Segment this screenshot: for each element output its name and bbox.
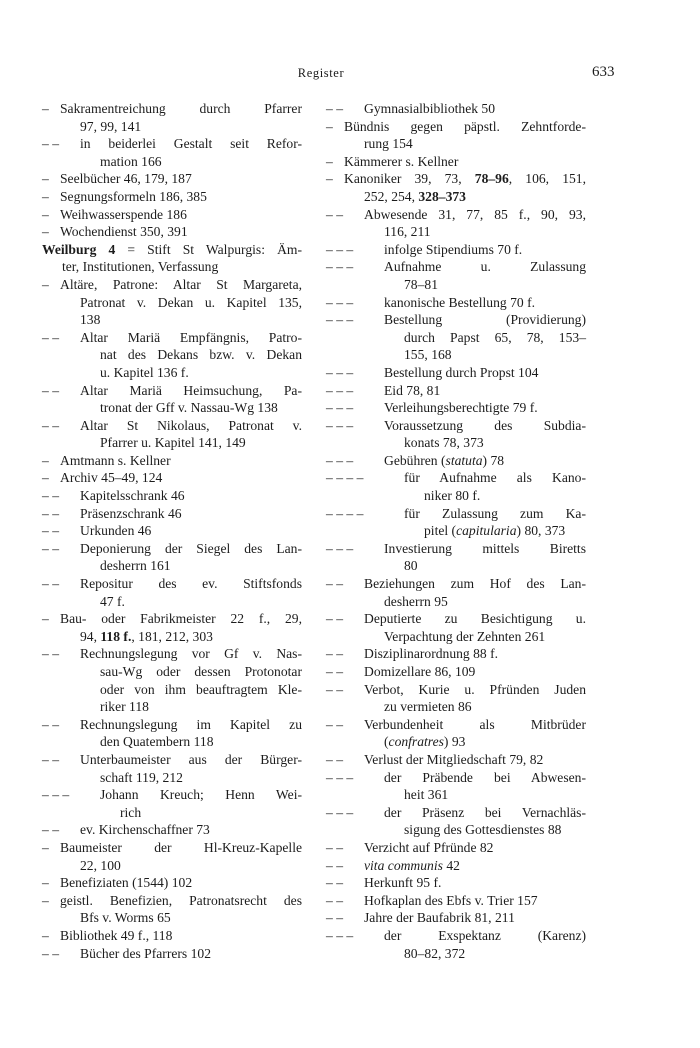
- index-entry: [42, 821, 302, 839]
- entry-line: geistl. Benefizien, Patronatsrecht des: [60, 892, 302, 908]
- entry-line: ev. Kirchenschaffner 73: [80, 822, 210, 838]
- entry-continuation-line: durch Papst 65, 78, 153–: [404, 329, 586, 345]
- entry-level-dashes: – –: [326, 839, 343, 855]
- index-entry: [326, 241, 586, 259]
- entry-line: Repositur des ev. Stiftsfonds: [80, 576, 302, 592]
- entry-line: Deponierung der Siegel des Lan-: [80, 540, 302, 556]
- entry-continuation-line: desherrn 95: [384, 593, 448, 609]
- entry-line: Aufnahme u. Zulassung: [384, 259, 586, 275]
- entry-line: Altäre, Patrone: Altar St Margareta,: [60, 276, 302, 292]
- entry-continuation-line: desherrn 161: [100, 558, 171, 574]
- entry-level-dashes: – –: [42, 417, 59, 433]
- index-entry: [326, 892, 586, 910]
- entry-level-dashes: – – –: [326, 769, 354, 785]
- entry-line: Präsenzschrank 46: [80, 505, 182, 521]
- index-entry: [326, 170, 586, 205]
- entry-level-dashes: – – –: [326, 241, 354, 257]
- entry-continuation-line: niker 80 f.: [424, 488, 481, 504]
- entry-line: Gebühren (statuta) 78: [384, 452, 505, 468]
- entry-line: Bestellung durch Propst 104: [384, 364, 539, 380]
- index-entry: [42, 839, 302, 874]
- entry-headword: Weilburg 4: [42, 241, 116, 257]
- entry-level-dashes: –: [42, 452, 49, 468]
- entry-level-dashes: – –: [42, 136, 59, 152]
- entry-continuation-line: Bfs v. Worms 65: [80, 910, 171, 926]
- entry-level-dashes: – –: [42, 945, 59, 961]
- entry-continuation-line: 155, 168: [404, 347, 452, 363]
- entry-line: Verzicht auf Pfründe 82: [364, 839, 494, 855]
- entry-level-dashes: – – –: [326, 804, 354, 820]
- entry-level-dashes: – –: [326, 576, 343, 592]
- index-entry: [326, 681, 586, 716]
- index-entry: [42, 276, 302, 329]
- index-entry: [42, 170, 302, 188]
- entry-continuation-line: 252, 254, 328–373: [364, 188, 466, 204]
- entry-level-dashes: –: [326, 171, 333, 187]
- entry-line: Jahre der Baufabrik 81, 211: [364, 910, 515, 926]
- entry-line: kanonische Bestellung 70 f.: [384, 294, 536, 310]
- entry-line: Seelbücher 46, 179, 187: [60, 171, 192, 187]
- entry-level-dashes: – –: [42, 488, 59, 504]
- entry-line: Unterbaumeister aus der Bürger-: [80, 751, 302, 767]
- entry-continuation-line: den Quatembern 118: [100, 734, 214, 750]
- entry-line: Wochendienst 350, 391: [60, 224, 188, 240]
- entry-level-dashes: –: [42, 927, 49, 943]
- entry-continuation-line: 80–82, 372: [404, 945, 466, 961]
- entry-line: Rechnungslegung im Kapitel zu: [80, 716, 302, 732]
- entry-level-dashes: – – –: [326, 452, 354, 468]
- entry-line: Archiv 45–49, 124: [60, 470, 163, 486]
- entry-line: Kanoniker 39, 73, 78–96, 106, 151,: [344, 171, 586, 187]
- entry-level-dashes: –: [42, 206, 49, 222]
- entry-level-dashes: – –: [42, 716, 59, 732]
- entry-continuation-line: Patronat v. Dekan u. Kapitel 135,: [80, 294, 302, 310]
- entry-continuation-line: 97, 99, 141: [80, 118, 142, 134]
- index-entry: [326, 909, 586, 927]
- entry-line: Segnungsformeln 186, 385: [60, 188, 207, 204]
- entry-line: Eid 78, 81: [384, 382, 441, 398]
- index-column-left: [42, 100, 302, 962]
- entry-level-dashes: – –: [326, 646, 343, 662]
- entry-level-dashes: – –: [326, 910, 343, 926]
- entry-line: Verlust der Mitgliedschaft 79, 82: [364, 751, 544, 767]
- entry-continuation-line: zu vermieten 86: [384, 699, 472, 715]
- entry-continuation-line: heit 361: [404, 787, 449, 803]
- entry-level-dashes: –: [42, 224, 49, 240]
- running-head: Register: [297, 66, 345, 80]
- entry-continuation-line: rung 154: [364, 136, 413, 152]
- entry-line: Bücher des Pfarrers 102: [80, 945, 211, 961]
- entry-continuation-line: Verpachtung der Zehnten 261: [384, 628, 546, 644]
- entry-continuation-line: sigung des Gottesdienstes 88: [404, 822, 562, 838]
- entry-line: der Exspektanz (Karenz): [384, 927, 586, 943]
- entry-line: Verleihungsberechtigte 79 f.: [384, 400, 538, 416]
- entry-level-dashes: – –: [42, 540, 59, 556]
- entry-line: Weihwasserspende 186: [60, 206, 187, 222]
- index-entry: [42, 786, 302, 821]
- index-entry: [326, 839, 586, 857]
- entry-line: Urkunden 46: [80, 523, 152, 539]
- entry-level-dashes: – –: [326, 751, 343, 767]
- entry-line: Investierung mittels Biretts: [384, 540, 586, 556]
- index-entry: [326, 540, 586, 575]
- entry-level-dashes: –: [42, 188, 49, 204]
- entry-level-dashes: – – – –: [326, 505, 364, 521]
- entry-line: Bestellung (Providierung): [384, 312, 586, 328]
- index-entry: [42, 241, 302, 276]
- entry-line: infolge Stipendiums 70 f.: [384, 241, 523, 257]
- index-entry: [326, 610, 586, 645]
- entry-continuation-line: 22, 100: [80, 857, 121, 873]
- index-entry: [326, 575, 586, 610]
- index-entry: [42, 223, 302, 241]
- entry-continuation-line: riker 118: [100, 699, 149, 715]
- index-entry: [326, 364, 586, 382]
- index-entry: [326, 206, 586, 241]
- entry-line: der Präbende bei Abwesen-: [384, 769, 586, 785]
- entry-level-dashes: – –: [326, 875, 343, 891]
- entry-level-dashes: – –: [42, 646, 59, 662]
- entry-level-dashes: –: [326, 118, 333, 134]
- entry-line: Abwesende 31, 77, 85 f., 90, 93,: [364, 206, 586, 222]
- index-entry: [42, 382, 302, 417]
- index-entry: [326, 452, 586, 470]
- entry-level-dashes: – – –: [326, 294, 354, 310]
- page-number: 633: [592, 64, 615, 80]
- index-entry: [42, 927, 302, 945]
- index-entry: [42, 469, 302, 487]
- index-entry: [42, 540, 302, 575]
- index-entry: [42, 892, 302, 927]
- entry-line: Bau- oder Fabrikmeister 22 f., 29,: [60, 611, 302, 627]
- entry-line: vita communis 42: [364, 857, 460, 873]
- entry-line: der Präsenz bei Vernachläs-: [384, 804, 586, 820]
- entry-level-dashes: – –: [42, 523, 59, 539]
- index-column-right: [326, 100, 586, 962]
- entry-line: für Aufnahme als Kano-: [404, 470, 586, 486]
- index-entry: [326, 100, 586, 118]
- entry-continuation-line: 47 f.: [100, 593, 125, 609]
- entry-level-dashes: – –: [42, 329, 59, 345]
- entry-line: Altar Mariä Empfängnis, Patro-: [80, 329, 302, 345]
- entry-level-dashes: – –: [326, 681, 343, 697]
- entry-continuation-line: rich: [120, 804, 142, 820]
- entry-level-dashes: – –: [326, 611, 343, 627]
- entry-level-dashes: – –: [42, 822, 59, 838]
- entry-level-dashes: –: [42, 276, 49, 292]
- entry-line: Gymnasialbibliothek 50: [364, 101, 496, 116]
- entry-level-dashes: –: [42, 839, 49, 855]
- entry-line: Benefiziaten (1544) 102: [60, 875, 193, 891]
- index-entry: [326, 417, 586, 452]
- index-entry: [42, 135, 302, 170]
- index-entry: [42, 874, 302, 892]
- entry-continuation-line: sau-Wg oder dessen Protonotar: [100, 664, 302, 679]
- entry-level-dashes: –: [42, 171, 49, 187]
- index-entry: [42, 188, 302, 206]
- entry-continuation-line: tronat der Gff v. Nassau-Wg 138: [100, 400, 278, 416]
- entry-continuation-line: 138: [80, 312, 101, 328]
- index-entry: [326, 927, 586, 962]
- index-entry: [326, 294, 586, 312]
- index-entry: [326, 469, 586, 504]
- entry-level-dashes: – –: [42, 751, 59, 767]
- entry-line: in beiderlei Gestalt seit Refor-: [80, 136, 302, 152]
- index-entry: [326, 258, 586, 293]
- index-entry: [326, 874, 586, 892]
- entry-line: Sakramentreichung durch Pfarrer: [60, 101, 302, 116]
- index-entry: [42, 716, 302, 751]
- entry-level-dashes: – – –: [326, 540, 354, 556]
- entry-level-dashes: – – –: [326, 312, 354, 328]
- entry-continuation-line: ter, Institutionen, Verfassung: [62, 259, 219, 275]
- index-entry: [42, 505, 302, 523]
- entry-continuation-line: schaft 119, 212: [100, 769, 183, 785]
- entry-continuation-line: nat des Dekans bzw. v. Dekan: [100, 347, 302, 363]
- index-entry: [42, 645, 302, 715]
- entry-continuation-line: konats 78, 373: [404, 435, 484, 451]
- entry-line: Altar Mariä Heimsuchung, Pa-: [80, 382, 302, 398]
- entry-line: Domizellare 86, 109: [364, 664, 476, 679]
- entry-level-dashes: –: [42, 875, 49, 891]
- entry-level-dashes: – – – –: [326, 470, 364, 486]
- index-entry: [326, 118, 586, 153]
- entry-line: Baumeister der Hl-Kreuz-Kapelle: [60, 839, 302, 855]
- entry-level-dashes: – – –: [326, 400, 354, 416]
- index-entry: [326, 505, 586, 540]
- entry-level-dashes: – –: [42, 505, 59, 521]
- entry-level-dashes: – – –: [42, 787, 70, 803]
- entry-level-dashes: – –: [326, 206, 343, 222]
- entry-continuation-line: u. Kapitel 136 f.: [100, 364, 189, 380]
- entry-line: Kapitelsschrank 46: [80, 488, 185, 504]
- entry-line: Herkunft 95 f.: [364, 875, 442, 891]
- entry-line: Voraussetzung des Subdia-: [384, 417, 586, 433]
- entry-level-dashes: –: [42, 892, 49, 908]
- index-entry: [42, 945, 302, 963]
- index-entry: [42, 452, 302, 470]
- index-entry: [42, 329, 302, 382]
- entry-level-dashes: – – –: [326, 259, 354, 275]
- index-entry: [326, 716, 586, 751]
- index-entry: [326, 769, 586, 804]
- index-entry: [42, 522, 302, 540]
- entry-continuation-line: 94, 118 f., 181, 212, 303: [80, 628, 213, 644]
- entry-level-dashes: – – –: [326, 382, 354, 398]
- entry-line: Johann Kreuch; Henn Wei-: [100, 787, 302, 803]
- entry-level-dashes: – –: [326, 716, 343, 732]
- index-entry: [42, 610, 302, 645]
- entry-continuation-line: oder von ihm beauftragtem Kle-: [100, 681, 302, 697]
- entry-line: Weilburg 4 = Stift St Walpurgis: Äm-: [42, 241, 303, 257]
- entry-continuation-line: 80: [404, 558, 418, 574]
- index-entry: [42, 487, 302, 505]
- index-entry: [42, 206, 302, 224]
- entry-line: Deputierte zu Besichtigung u.: [364, 611, 586, 627]
- index-entry: [326, 751, 586, 769]
- index-entry: [326, 645, 586, 663]
- entry-line: Hofkaplan des Ebfs v. Trier 157: [364, 892, 538, 908]
- entry-line: Amtmann s. Kellner: [60, 452, 171, 468]
- entry-level-dashes: – – –: [326, 927, 354, 943]
- entry-line: Verbundenheit als Mitbrüder: [364, 716, 586, 732]
- entry-continuation-line: 116, 211: [384, 224, 431, 240]
- entry-line: Beziehungen zum Hof des Lan-: [364, 576, 586, 592]
- entry-line: Kämmerer s. Kellner: [344, 153, 459, 169]
- entry-line: Bündnis gegen päpstl. Zehntforde-: [344, 118, 586, 134]
- entry-level-dashes: – –: [42, 382, 59, 398]
- index-entry: [326, 311, 586, 364]
- entry-level-dashes: – –: [326, 664, 343, 679]
- index-entry: [42, 751, 302, 786]
- entry-continuation-line: Pfarrer u. Kapitel 141, 149: [100, 435, 246, 451]
- index-entry: [326, 153, 586, 171]
- entry-level-dashes: – –: [326, 892, 343, 908]
- index-entry: [42, 417, 302, 452]
- entry-level-dashes: – –: [42, 576, 59, 592]
- entry-level-dashes: – –: [326, 101, 343, 116]
- entry-level-dashes: – – –: [326, 364, 354, 380]
- entry-level-dashes: –: [42, 470, 49, 486]
- entry-line: Bibliothek 49 f., 118: [60, 927, 173, 943]
- index-entry: [326, 382, 586, 400]
- entry-level-dashes: –: [326, 153, 333, 169]
- entry-line: Verbot, Kurie u. Pfründen Juden: [364, 681, 586, 697]
- entry-level-dashes: –: [42, 611, 49, 627]
- entry-level-dashes: – – –: [326, 417, 354, 433]
- entry-level-dashes: –: [42, 101, 49, 116]
- index-entry: [326, 857, 586, 875]
- entry-continuation-line: mation 166: [100, 153, 162, 169]
- entry-continuation-line: 78–81: [404, 276, 438, 292]
- entry-line: für Zulassung zum Ka-: [404, 505, 586, 521]
- entry-continuation-line: (confratres) 93: [384, 734, 466, 750]
- entry-line: Rechnungslegung vor Gf v. Nas-: [80, 646, 302, 662]
- index-entry: [326, 663, 586, 681]
- entry-line: Altar St Nikolaus, Patronat v.: [80, 417, 302, 433]
- index-entry: [42, 100, 302, 135]
- index-entry: [42, 575, 302, 610]
- entry-level-dashes: – –: [326, 857, 343, 873]
- index-entry: [326, 804, 586, 839]
- entry-continuation-line: pitel (capitularia) 80, 373: [424, 523, 566, 539]
- index-entry: [326, 399, 586, 417]
- entry-line: Disziplinarordnung 88 f.: [364, 646, 499, 662]
